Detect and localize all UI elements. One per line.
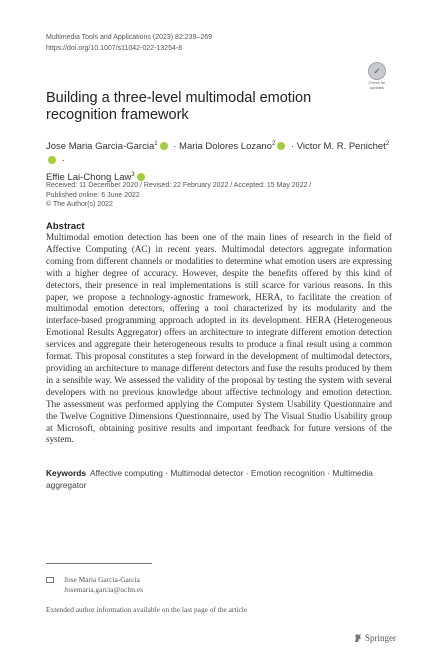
corresponding-name: Jose Maria Garcia-Garcia bbox=[64, 575, 140, 584]
check-for-updates-badge[interactable] bbox=[364, 62, 390, 94]
keywords-label: Keywords bbox=[46, 468, 87, 478]
author-separator: · bbox=[61, 155, 65, 166]
check-for-updates-icon: ✓ bbox=[368, 62, 386, 80]
author-name[interactable]: Maria Dolores Lozano bbox=[179, 141, 272, 152]
badge-text: Check for updates bbox=[368, 80, 386, 90]
journal-header bbox=[46, 32, 212, 54]
envelope-icon bbox=[46, 577, 54, 583]
doi-link[interactable]: https://doi.org/10.1007/s11042-022-13254-8 bbox=[46, 45, 183, 52]
keywords bbox=[46, 467, 392, 491]
journal-citation: Multimedia Tools and Applications (2023) 82:239–269 bbox=[46, 34, 213, 41]
orcid-icon[interactable] bbox=[277, 142, 285, 150]
author-name[interactable]: Effie Lai-Chong Law bbox=[46, 172, 132, 183]
dates-line: Published online: 6 June 2022 bbox=[46, 191, 140, 199]
affiliation-marker: 3 bbox=[131, 172, 135, 178]
author-separator: · bbox=[290, 141, 295, 152]
orcid-icon[interactable] bbox=[160, 142, 168, 150]
abstract-heading: Abstract bbox=[46, 221, 85, 232]
orcid-icon[interactable] bbox=[137, 173, 145, 181]
publisher-name: Springer bbox=[365, 633, 396, 643]
affiliation-marker: 2 bbox=[271, 141, 276, 147]
corresponding-email[interactable]: Josemaria.garcia@uclm.es bbox=[64, 585, 144, 594]
abstract-text: Multimodal emotion detection has been one of the main lines of research in the field of Affective Computing (AC) in recent years. Multimodal detectors aggregate information coming from different channels or modalities to determine what emotion users are expressing with a higher degree of accuracy. However, despite the benefits offered by this kind of detectors, their presence in real implementations is still scarce for various reasons. In this paper, we propose a technology-agnostic framework, HERA, to facilitate the creation of multimodal emotion detectors, offering a tool characterized by its modularity and the interface-based programming approach adopted in its development. HERA (Heterogeneous Emotional Results Aggregator) offers an architecture to integrate different emotion detection services and aggregate their heterogeneous results to produce a final result using a common format. This proposal constitutes a step forward in the development of multimodal detectors, providing an architecture to manage different detectors and fuse the results produced by them in a sensible way. We assessed the validity of the proposal by testing the system with several developers with no previous knowledge about affective technology and emotion detection. The assessment was performed applying the Computer System Usability Questionnaire and the Twelve Cognitive Dimensions Questionnaire, used by The Visual Studio Usability group at Microsoft, obtaining positive results and important feedback for future versions of the system. bbox=[46, 232, 392, 445]
author-name[interactable]: Jose Maria Garcia-Garcia bbox=[46, 141, 155, 152]
springer-horse-icon bbox=[354, 633, 362, 643]
extended-author-info: Extended author information available on the last page of the article bbox=[46, 605, 248, 614]
author-name[interactable]: Victor M. R. Penichet bbox=[296, 141, 386, 152]
corresponding-author bbox=[46, 575, 143, 595]
affiliation-marker: 1 bbox=[154, 141, 158, 147]
publisher-logo bbox=[354, 633, 396, 643]
dates-line: Received: 11 December 2020 / Revised: 22 February 2022 / Accepted: 15 May 2022 / bbox=[46, 182, 312, 189]
paper-title: Building a three-level multimodal emotion recognition framework bbox=[46, 90, 312, 123]
orcid-icon[interactable] bbox=[48, 156, 56, 164]
affiliation-marker: 2 bbox=[385, 141, 390, 147]
copyright-line: © The Author(s) 2022 bbox=[46, 201, 113, 208]
keywords-text: Affective computing · Multimodal detector · Emotion recognition · Multimedia aggregator bbox=[46, 468, 373, 490]
author-list bbox=[46, 137, 396, 185]
footnote-divider bbox=[46, 563, 152, 564]
publication-dates bbox=[46, 181, 311, 210]
author-separator: · bbox=[173, 141, 177, 152]
